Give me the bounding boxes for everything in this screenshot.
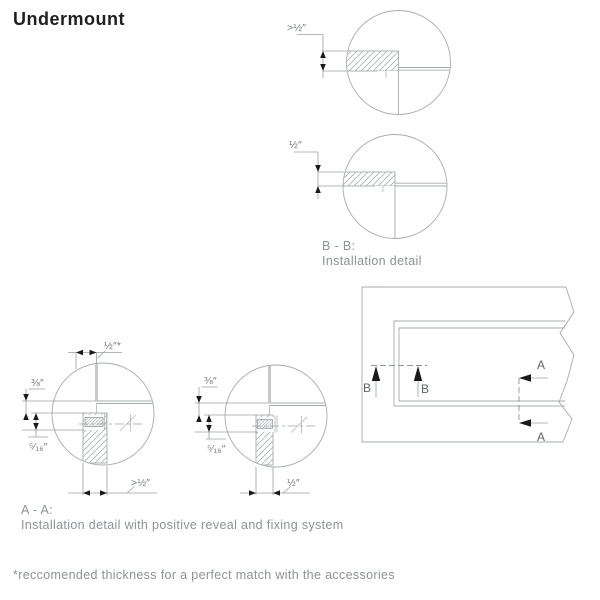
section-b-markers <box>363 366 429 398</box>
dim-top1 <box>287 22 347 78</box>
sink-flange-step <box>375 186 395 192</box>
dim-top2 <box>289 139 344 199</box>
detail-circle-top1 <box>287 11 451 115</box>
section-a-arrow-bottom <box>519 419 531 427</box>
dim-label-c3-upper: ⅜″ <box>31 377 44 389</box>
counter-surface-lines <box>97 401 154 404</box>
sink-rim-lines <box>399 68 451 71</box>
footnote-text: *reccomended thickness for a perfect match with the accessories <box>13 568 395 582</box>
fixing-bolt-shaft <box>258 420 273 429</box>
dim-label-top1: >½″ <box>287 22 307 34</box>
fixing-bolt-shaft <box>85 418 103 427</box>
dim-label-c4-upper: ⅜″ <box>204 375 217 387</box>
dim-c4-bottom <box>240 467 310 496</box>
detail-circle-bottom1 <box>22 340 157 496</box>
dim-arrow-down <box>320 64 326 71</box>
dim-c3-bottom <box>68 463 157 496</box>
section-b-label-right: B <box>421 382 430 396</box>
dim-label-c3-top: ½″* <box>104 340 122 352</box>
dim-label-c3-bottom: >½″ <box>131 477 151 489</box>
dim-label-c3-lower: ⁵⁄₁₆″ <box>29 441 48 453</box>
section-a-arrow-top <box>519 374 531 382</box>
section-b-arrow-right <box>414 366 422 381</box>
countertop-section-hatch <box>343 172 395 186</box>
detail-circle-top2 <box>289 135 447 239</box>
sink-rim-lines <box>395 183 447 186</box>
detail-top1-geometry <box>346 51 450 114</box>
dim-label-top2: ½″ <box>289 139 302 151</box>
section-b-label-left: B <box>363 381 372 395</box>
detail-bottom2-geometry <box>252 366 326 465</box>
caption-section-b <box>322 239 422 269</box>
detail-circle-bottom2 <box>195 365 327 496</box>
page-title: Undermount <box>13 9 125 29</box>
washer-lines <box>275 416 277 433</box>
caption-b-title: B - B: <box>322 239 356 253</box>
sink-flange-step <box>378 71 399 78</box>
dim-label-c4-lower: ⁵⁄₁₆″ <box>207 443 226 455</box>
plan-view <box>362 287 574 444</box>
counter-surface-lines <box>270 403 327 406</box>
dim-label-c4-bottom: ½″ <box>287 477 300 489</box>
clamp-plate <box>108 411 112 434</box>
clamp-plate <box>279 413 283 436</box>
section-b-arrow-left <box>372 366 380 381</box>
detail-bubble-outline <box>225 365 327 467</box>
caption-section-a <box>21 503 344 533</box>
caption-b-text: Installation detail <box>322 253 422 268</box>
caption-a-text: Installation detail with positive reveal and fixing system <box>21 517 344 532</box>
caption-a-title: A - A: <box>21 503 53 517</box>
dim-arrow-up <box>320 51 326 58</box>
counter-outline <box>362 287 566 442</box>
section-a-label-bottom: A <box>537 430 546 444</box>
section-a-label-top: A <box>537 358 546 372</box>
dim-arrow-up <box>315 186 321 193</box>
detail-bottom1-geometry <box>79 364 153 463</box>
dim-arrow-down <box>315 165 321 172</box>
detail-top2-geometry <box>343 172 447 238</box>
break-line <box>559 287 574 442</box>
countertop-section-hatch <box>346 51 399 71</box>
